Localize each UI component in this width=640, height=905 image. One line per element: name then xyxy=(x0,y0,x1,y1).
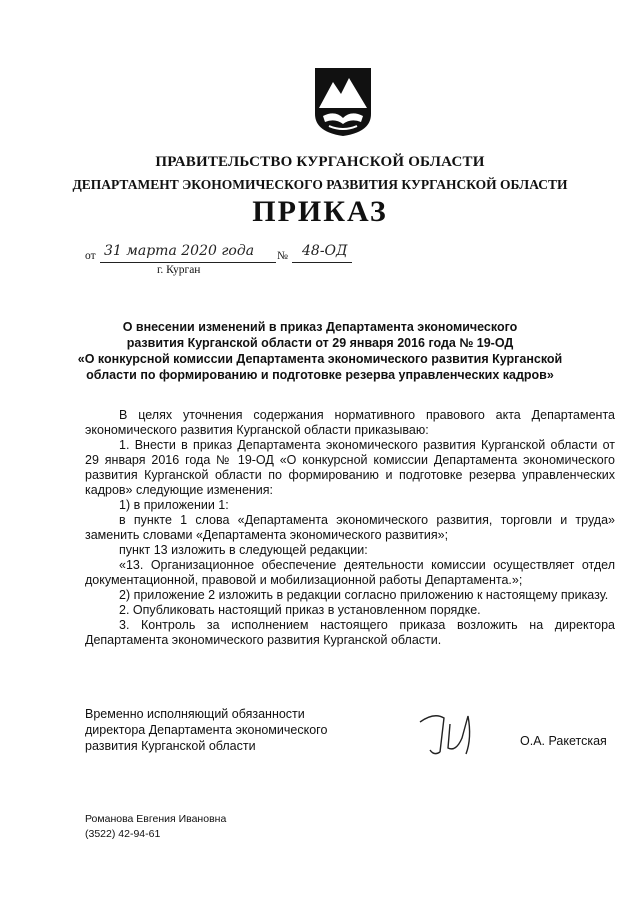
number-underline xyxy=(292,262,352,263)
item-13-intro-paragraph: пункт 13 изложить в следующей редакции: xyxy=(119,543,368,557)
coat-of-arms-emblem xyxy=(313,66,373,138)
handwritten-signature xyxy=(410,708,490,760)
item-1-2-paragraph: 2) приложение 2 изложить в редакции согласно приложению к настоящему приказу. xyxy=(119,588,609,602)
department-name: ДЕПАРТАМЕНТ ЭКОНОМИЧЕСКОГО РАЗВИТИЯ КУРГАНСКОЙ ОБЛАСТИ xyxy=(72,177,568,192)
order-body xyxy=(85,408,615,648)
position-line-1: Временно исполняющий обязанности xyxy=(85,707,305,721)
order-subject xyxy=(60,319,580,383)
document-type-title: ПРИКАЗ xyxy=(252,195,388,228)
city-label: г. Курган xyxy=(157,264,201,276)
executor-phone: (3522) 42-94-61 xyxy=(85,828,161,840)
position-line-2: директора Департамента экономического xyxy=(85,723,328,737)
number-prefix: № xyxy=(277,250,288,262)
preamble-paragraph: В целях уточнения содержания нормативного правового акта Департамента экономического развития Курганской области приказываю: xyxy=(85,408,615,437)
executor-info xyxy=(85,812,226,842)
organization-name: ПРАВИТЕЛЬСТВО КУРГАНСКОЙ ОБЛАСТИ xyxy=(155,154,485,170)
signatory-name: О.А. Ракетская xyxy=(520,734,607,748)
date-underline xyxy=(100,262,276,263)
date-prefix: от xyxy=(85,250,96,262)
item-2-paragraph: 2. Опубликовать настоящий приказ в установленном порядке. xyxy=(119,603,481,617)
item-1-1-paragraph: 1) в приложении 1: xyxy=(119,498,229,512)
subject-line-2: развития Курганской области от 29 января 2016 года № 19-ОД xyxy=(126,336,514,350)
item-13-text-paragraph: «13. Организационное обеспечение деятельности комиссии осуществляет отдел документационной, правовой и мобилизационной работы Департамента.»; xyxy=(85,558,615,587)
executor-name: Романова Евгения Ивановна xyxy=(85,813,227,825)
signatory-position xyxy=(85,706,327,754)
subject-line-3: «О конкурсной комиссии Департамента экономического развития Курганской xyxy=(77,352,563,366)
order-date-handwritten: 31 марта 2020 года xyxy=(104,243,255,259)
position-line-3: развития Курганской области xyxy=(85,739,256,753)
order-number-handwritten: 48-ОД xyxy=(302,243,348,259)
item-3-paragraph: 3. Контроль за исполнением настоящего приказа возложить на директора Департамента экономического развития Курганской области. xyxy=(85,618,615,647)
subject-line-4: области по формированию и подготовке резерва управленческих кадров» xyxy=(86,368,554,382)
item-1-1-change-paragraph: в пункте 1 слова «Департамента экономического развития, торговли и труда» заменить словами «Департамента экономического развития»; xyxy=(85,513,615,542)
item-1-paragraph: 1. Внести в приказ Департамента экономического развития Курганской области от 29 января 2016 года № 19-ОД «О конкурсной комиссии Департамента экономического развития Курганской области по формированию и подготовке резерва управленческих кадров» следующие изменения: xyxy=(85,438,615,497)
subject-line-1: О внесении изменений в приказ Департамента экономического xyxy=(122,320,518,334)
